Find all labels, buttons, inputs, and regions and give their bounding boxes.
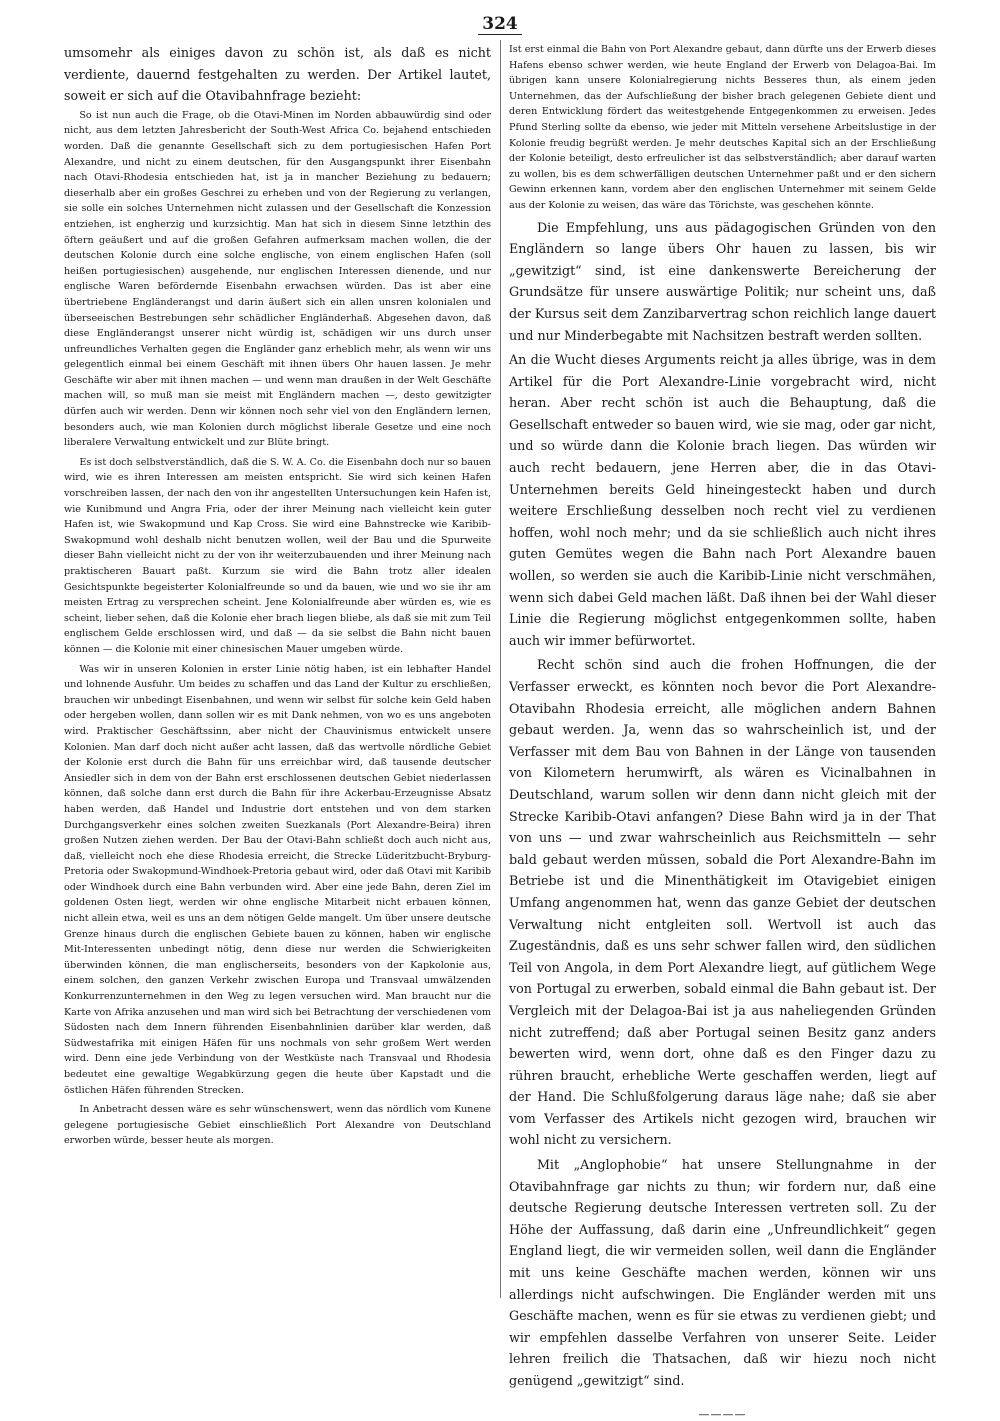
paragraph: An die Wucht dieses Arguments reicht ja alles übrige, was in dem Artikel für die Port Alexandre-Linie vorgebracht wird, nicht heran. Aber recht schön ist auch die Behauptung, daß die Gesellschaft entweder so bauen wird, wie sie mag, oder gar nicht, und so würde dann die Kolonie brach liegen. Das würden wir auch recht bedauern, jene Herren aber, die in das Otavi-Unternehmen bereits Geld hineingesteckt haben und durch weitere Erschließung desselben noch recht viel zu verdienen hoffen, wohl noch mehr; und da sie schließlich auch nicht ihres guten Gemütes wegen die Bahn nach Port Alexandre bauen wollen, so werden sie auch die Karibib-Linie nicht verschmähen, wenn sich dabei Geld machen läßt. Daß ihnen bei der Wahl dieser Linie die Regierung möglichst entgegenkommen sollte, haben auch wir immer befürwortet. <box>509 352 936 648</box>
quoted-paragraph: In Anbetracht dessen wäre es sehr wünschenswert, wenn das nördlich vom Kunene gelegene portugiesische Gebiet einschließlich Port Alexandre von Deutschland erworben würde, besser heute als morgen. <box>64 1104 491 1147</box>
end-rule: ———— <box>698 1407 747 1421</box>
paragraph: Die Empfehlung, uns aus pädagogischen Gründen von den Engländern so lange übers Ohr hauen zu lassen, bis wir „gewitzigt“ sind, ist eine dankenswerte Bereicherung der Grundsätze für unsere auswärtige Politik; nur scheint uns, daß der Kursus seit dem Zanzibarvertrag schon reichlich lange dauert und nur Minderbegabte mit Nachsitzen bestraft werden sollten. <box>509 219 936 343</box>
quoted-paragraph: Es ist doch selbstverständlich, daß die S. W. A. Co. die Eisenbahn doch nur so bauen wird, wie es ihren Interessen am meisten entspricht. Sie wird sich keinen Hafen vorschreiben lassen, der nach den von ihr angestellten Untersuchungen kein Hafen ist, wie Kunibmund und Angra Fria, oder der ihrer Meinung nach vielleicht kein guter Hafen ist, wie Swakopmund und Kap Cross. Sie wird eine Bahnstrecke wie Karibib-Swakopmund wohl deshalb nicht benutzen wollen, weil der Bau und die Spurweite dieser Bahn vielleicht nicht zu der von ihr weiterzubauenden und ihrer Meinung nach praktischeren Bauart paßt. Kurzum sie wird die Bahn trotz aller idealen Gesichtspunkte begeisterter Kolonialfreunde so und da bauen, wie und wo sie ihr am meisten Ertrag zu versprechen scheint. Jene Kolonialfreunde aber würden es, wie es scheint, lieber sehen, daß die Kolonie eher brach liegen bliebe, als daß sie mit zum Teil englischem Gelde erschlossen wird, und daß — da sie selbst die Bahn nicht bauen können — die Kolonie mit einer chinesischen Mauer umgeben würde. <box>64 456 491 655</box>
page-number: 324 <box>0 14 1000 34</box>
left-column <box>64 42 491 1149</box>
paragraph: Mit „Anglophobie“ hat unsere Stellungnahme in der Otavibahnfrage gar nichts zu thun; wir fordern nur, daß eine deutsche Regierung deutsche Interessen vertreten soll. Zu der Höhe der Auffassung, daß darin eine „Unfreundlichkeit“ gegen England liegt, die wir vermeiden sollen, weil dann die Engländer mit uns keine Geschäfte machen werden, können wir uns allerdings nicht aufschwingen. Die Engländer werden mit uns Geschäfte machen, wenn es für sie etwas zu verdienen giebt; und wir empfehlen dasselbe Verfahren von unserer Seite. Leider lehren freilich die Thatsachen, daß wir hiezu noch nicht genügend „gewitzigt“ sind. <box>509 1157 936 1388</box>
paragraph: umsomehr als einiges davon zu schön ist, als daß es nicht verdiente, dauernd festgehalten zu werden. Der Artikel lautet, soweit er sich auf die Otavibahnfrage bezieht: <box>64 45 491 104</box>
quoted-paragraph: So ist nun auch die Frage, ob die Otavi-Minen im Norden abbauwürdig sind oder nicht, aus dem letzten Jahresbericht der South-West Africa Co. bejahend entschieden worden. Daß die genannte Gesellschaft sich zu dem portugiesischen Hafen Port Alexandre, und nicht zu einem deutschen, für den Ausgangspunkt ihrer Eisenbahn nach Otavi-Rhodesia entschieden hat, ist ja in mancher Beziehung zu bedauern; dieserhalb aber ein großes Geschrei zu erheben und von der Regierung zu verlangen, sie solle ein solches Unternehmen nicht zulassen und der Gesellschaft die Konzession entziehen, ist engherzig und kurzsichtig. Man hat sich in diesem Sinne letzthin des öftern geäußert und auf die großen Gefahren aufmerksam machen wollen, die der deutschen Kolonie durch eine solche englische, von einem englischen Hafen (soll heißen portugiesischen) ausgehende, nur englischen Interessen dienende, und nur englische Waren befördernde Eisenbahn erwachsen würden. Das ist aber eine übertriebene Engländerangst und darin äußert sich ein allen unsren kolonialen und überseeischen Bestrebungen sehr schädlicher Engländerhaß. Abgesehen davon, daß diese Engländerangst unserer nicht würdig ist, schädigen wir uns durch unser unfreundliches Verhalten gegen die Engländer ganz erheblich mehr, als wenn wir uns gelegentlich einmal bei einem Geschäft mit ihnen übers Ohr hauen lassen. Je mehr Geschäfte wir aber mit ihnen machen — und wenn man draußen in der Welt Geschäfte machen will, so muß man sie meist mit Engländern machen —, desto gewitzigter dürfen auch wir werden. Denn wir können noch sehr viel von den Engländern lernen, besonders auch, wie man Kolonien durch möglichst liberale Gesetze und eine noch liberalere Verwaltung entwickelt und zur Blüte bringt. <box>64 109 491 449</box>
paragraph: Recht schön sind auch die frohen Hoffnungen, die der Verfasser erweckt, es könnten noch bevor die Port Alexandre-Otavibahn Rhodesia erreicht, alle möglichen andern Bahnen gebaut werden. Ja, wenn das so wahrscheinlich ist, und der Verfasser mit dem Bau von Bahnen in der Länge von tausenden von Kilometern herumwirft, als wären es Vicinalbahnen in Deutschland, warum sollen wir denn dann nicht gleich mit der Strecke Karibib-Otavi anfangen? Diese Bahn wird ja in der That von uns — und zwar wahrscheinlich aus Reichsmitteln — sehr bald gebaut werden müssen, sobald die Port Alexandre-Bahn im Betriebe ist und die Minenthätigkeit im Otavigebiet einigen Umfang angenommen hat, wenn das ganze Gebiet der deutschen Verwaltung nicht entgleiten soll. Wertvoll ist auch das Zugeständnis, daß es uns sehr schwer fallen wird, den südlichen Teil von Angola, in dem Port Alexandre liegt, auf gütlichem Wege von Portugal zu erwerben, sobald einmal die Bahn gebaut ist. Der Vergleich mit der Delagoa-Bai ist ja aus naheliegenden Gründen nicht zutreffend; daß aber Portugal seinen Besitz ganz anders bewerten wird, wenn dort, ohne daß es den Finger dazu zu rühren braucht, erhebliche Werte geschaffen werden, liegt auf der Hand. Die Schlußfolgerung daraus läge nahe; daß sie aber vom Verfasser des Artikels nicht gezogen wird, brauchen wir wohl nicht zu versichern. <box>509 657 936 1148</box>
column-divider <box>500 40 501 1298</box>
right-column <box>509 42 936 1421</box>
quoted-paragraph: Was wir in unseren Kolonien in erster Linie nötig haben, ist ein lebhafter Handel und lohnende Ausfuhr. Um beides zu schaffen und das Land der Kultur zu erschließen, brauchen wir unbedingt Eisenbahnen, und wenn wir selbst für solche kein Geld haben oder hergeben wollen, dann sollen wir es mit Dank nehmen, von wo es uns angeboten wird. Praktischer Geschäftssinn, aber nicht der Chauvinismus entwickelt unsere Kolonien. Man darf doch nicht außer acht lassen, daß das wertvolle nördliche Gebiet der Kolonie erst durch die Bahn für uns erreichbar wird, daß tausende deutscher Ansiedler sich in dem von der Bahn erst erschlossenen deutschen Gebiet niederlassen können, daß solche dann erst durch die Bahn für ihre Ackerbau-Erzeugnisse Absatz haben werden, daß Handel und Industrie dort entstehen und von dem starken Durchgangsverkehr eines solchen zweiten Suezkanals (Port Alexandre-Beira) ihren großen Nutzen ziehen werden. Der Bau der Otavi-Bahn schließt doch auch nicht aus, daß, vielleicht noch ehe diese Rhodesia erreicht, die Strecke Lüderitzbucht-Bryburg-Pretoria oder Swakopmund-Windhoek-Pretoria gebaut wird, oder daß Otavi mit Karibib oder Windhoek durch eine Bahn verbunden wird. Aber eine jede Bahn, deren Ziel im goldenen Osten liegt, werden wir ohne englische Mitarbeit nicht erbauen können, nicht allein etwa, weil es uns an dem nötigen Gelde mangelt. Um über unsere deutsche Grenze hinaus durch die englischen Gebiete bauen zu können, haben wir englische Mit-Interessenten unbedingt nötig, denn diese nur werden die Schwierigkeiten überwinden können, die man englischerseits, besonders von der Kapkolonie aus, einem solchen, den ganzen Verkehr zwischen Europa und Transvaal umwälzenden Konkurrenzunternehmen in den Weg zu legen versuchen wird. Man braucht nur die Karte von Afrika anzusehen und man wird sich bei Betrachtung der verschiedenen vom Südosten nach dem Innern führenden Eisenbahnlinien darüber klar werden, daß Südwestafrika mit einigen Häfen für uns nochmals von sehr großem Wert werden wird. Denn eine jede Verbindung von der Westküste nach Transvaal und Rhodesia bedeutet eine gewaltige Wegabkürzung gegen die heute über Kapstadt und die östlichen Häfen führenden Strecken. <box>64 663 491 1096</box>
quoted-paragraph: Ist erst einmal die Bahn von Port Alexandre gebaut, dann dürfte uns der Erwerb dieses Hafens ebenso schwer werden, wie heute England der Erwerb von Delagoa-Bai. Im übrigen kann unsere Kolonialregierung nichts Besseres thun, als einem jeden Unternehmen, das der Aufschließung der bisher brach gelegenen Gebiete dient und deren Entwicklung fördert das weitestgehende Entgegenkommen zu erweisen. Jedes Pfund Sterling sollte da ebenso, wie jeder mit Mitteln versehene Arbeitslustige in der Kolonie freudig begrüßt werden. Je mehr deutsches Kapital sich an der Erschließung der Kolonie beteiligt, desto erfreulicher ist das selbstverständlich; aber darauf warten zu wollen, bis es dem schwerfälligen deutschen Unternehmer paßt und er den sichern Gewinn erkennen kann, vordem aber den englischen Unternehmer mit seinem Gelde aus der Kolonie zu weisen, das wäre das Törichste, was geschehen könnte. <box>509 44 936 211</box>
